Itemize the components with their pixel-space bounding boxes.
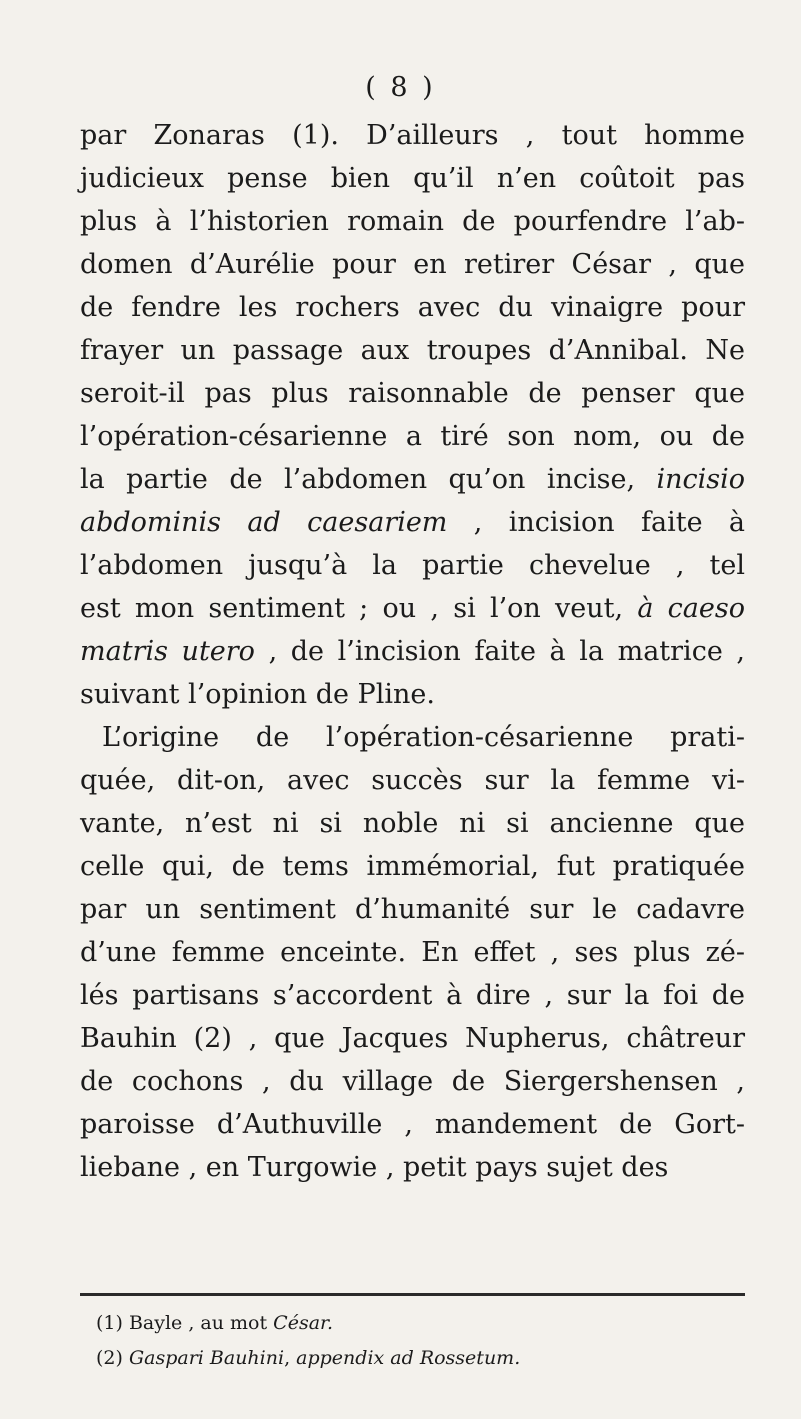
text-segment: quée, dit-on, avec succès sur la femme vi-: [80, 765, 745, 796]
italic-text: abdominis ad caesariem: [80, 507, 448, 538]
italic-text: César.: [273, 1312, 334, 1334]
body-text: [80, 114, 745, 1189]
text-line: [80, 329, 745, 372]
text-segment: lés partisans s’accordent à dire , sur la foi de: [80, 980, 745, 1011]
italic-text: matris utero: [80, 636, 255, 667]
text-segment: la partie de l’abdomen qu’on incise,: [80, 464, 657, 495]
text-line: [80, 888, 745, 931]
text-segment: domen d’Aurélie pour en retirer César , que: [80, 249, 745, 280]
text-segment: liebane , en Turgowie , petit pays sujet des: [80, 1152, 669, 1183]
text-segment: de cochons , du village de Siergershensen ,: [80, 1066, 745, 1097]
footnotes: [96, 1306, 736, 1376]
text-segment: suivant l’opinion de Pline.: [80, 679, 435, 710]
text-segment: Bauhin (2) , que Jacques Nupherus, châtreur: [80, 1023, 745, 1054]
text-line: [80, 630, 745, 673]
text-line: [80, 931, 745, 974]
text-segment: seroit-il pas plus raisonnable de penser que: [80, 378, 745, 409]
text-segment: d’une femme enceinte. En effet , ses plus zé-: [80, 937, 745, 968]
italic-text: à caeso: [637, 593, 745, 624]
text-segment: vante, n’est ni si noble ni si ancienne que: [80, 808, 745, 839]
text-segment: celle qui, de tems immémorial, fut pratiquée: [80, 851, 745, 882]
text-segment: par Zonaras (1). D’ailleurs , tout homme: [80, 120, 745, 151]
text-segment: l’abdomen jusqu’à la partie chevelue , tel: [80, 550, 745, 581]
text-line: [80, 1017, 745, 1060]
text-segment: judicieux pense bien qu’il n’en coûtoit pas: [80, 163, 745, 194]
page-number: ( 8 ): [365, 72, 436, 103]
text-line: [80, 114, 745, 157]
text-line: [80, 974, 745, 1017]
text-line: [80, 415, 745, 458]
text-segment: est mon sentiment ; ou , si l’on veut,: [80, 593, 638, 624]
footnote: [96, 1341, 736, 1376]
text-line: [80, 501, 745, 544]
text-line: [80, 759, 745, 802]
text-segment: , incision faite à: [447, 507, 746, 538]
footnote: [96, 1306, 736, 1341]
italic-text: appendix ad Rossetum.: [296, 1347, 521, 1369]
text-segment: frayer un passage aux troupes d’Annibal. Ne: [80, 335, 745, 366]
text-line: [80, 716, 745, 759]
text-line: [80, 458, 745, 501]
text-line: [80, 200, 745, 243]
text-line: [80, 673, 745, 716]
text-line: [80, 587, 745, 630]
text-segment: plus à l’historien romain de pourfendre l’ab-: [80, 206, 745, 237]
text-line: [80, 286, 745, 329]
text-segment: l’opération-césarienne a tiré son nom, ou de: [80, 421, 745, 452]
text-line: [80, 1146, 745, 1189]
text-segment: (2): [96, 1347, 129, 1369]
text-line: [80, 157, 745, 200]
text-segment: ,: [284, 1347, 297, 1369]
text-line: [80, 372, 745, 415]
text-segment: paroisse d’Authuville , mandement de Gort-: [80, 1109, 745, 1140]
text-segment: , de l’incision faite à la matrice ,: [254, 636, 745, 667]
text-segment: par un sentiment d’humanité sur le cadavre: [80, 894, 745, 925]
italic-text: Gaspari Bauhini: [128, 1347, 285, 1369]
text-line: [80, 243, 745, 286]
text-segment: (1) Bayle , au mot: [96, 1312, 274, 1334]
text-segment: de fendre les rochers avec du vinaigre pour: [80, 292, 745, 323]
text-segment: L’origine de l’opération-césarienne prati-: [102, 722, 745, 753]
text-line: [80, 544, 745, 587]
text-line: [80, 1060, 745, 1103]
text-line: [80, 802, 745, 845]
text-line: [80, 1103, 745, 1146]
italic-text: incisio: [656, 464, 745, 495]
text-line: [80, 845, 745, 888]
footnote-rule: [80, 1293, 745, 1296]
